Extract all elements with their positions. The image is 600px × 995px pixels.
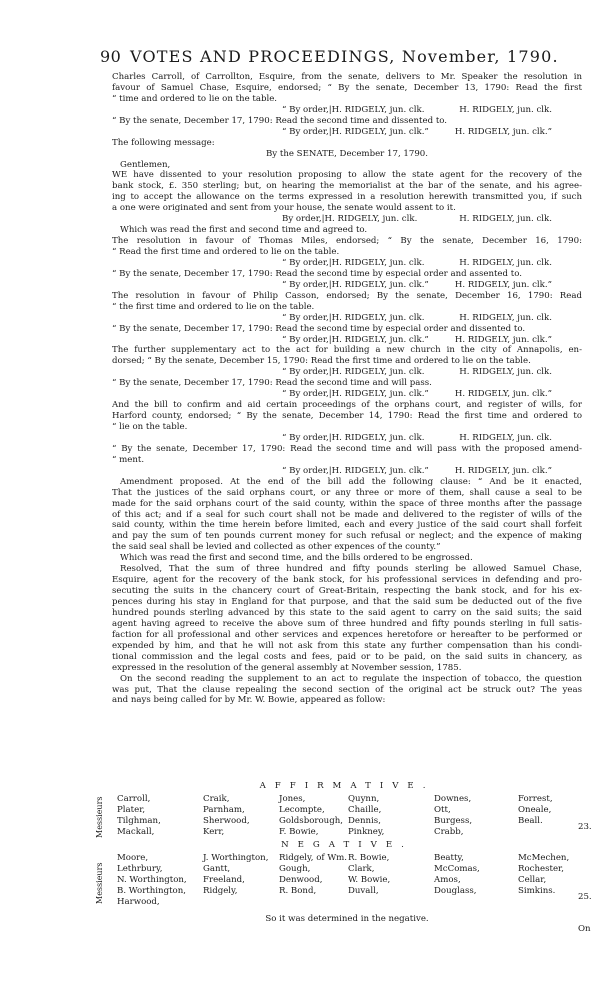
text-line: “ the first time and ordered to lie on the table. bbox=[112, 301, 315, 312]
member-name: R. Bowie, bbox=[348, 853, 390, 863]
member-name: Gough, bbox=[279, 864, 311, 874]
member-name: Denwood, bbox=[279, 875, 323, 885]
text-line bbox=[112, 105, 582, 116]
clerk-signature: H. RIDGELY, jun. clk.” bbox=[454, 279, 552, 290]
clerk-signature: H. RIDGELY, jun. clk.” bbox=[454, 389, 552, 400]
text-line: That the justices of the said orphans court, or any three or more of them, shall cause a seal to be bbox=[112, 487, 582, 498]
order-attestation: “ By order,|H. RIDGELY, jun. clk. bbox=[282, 432, 425, 443]
clerk-signature: H. RIDGELY, jun. clk. bbox=[459, 104, 552, 115]
clerk-signature: H. RIDGELY, jun. clk.” bbox=[454, 334, 552, 345]
member-name: J. Worthington, bbox=[203, 853, 269, 863]
negative-count: 25. bbox=[578, 892, 592, 902]
text-line: “ Read the first time and ordered to lie on the table. bbox=[112, 247, 340, 257]
text-line bbox=[112, 367, 582, 378]
text-line: and pay the sum of ten pounds current money for such refusal or neglect; and the expence of making bbox=[112, 531, 582, 542]
text-line: “ time and ordered to lie on the table. bbox=[112, 93, 278, 104]
member-name: Crabb, bbox=[434, 827, 464, 837]
member-name: Douglass, bbox=[434, 886, 477, 896]
text-line bbox=[112, 280, 582, 291]
proceedings-text bbox=[112, 72, 582, 706]
text-line bbox=[112, 335, 582, 346]
order-attestation: “ By order,|H. RIDGELY, jun. clk. bbox=[282, 104, 425, 115]
text-line: expended by him, and that he will not ask from this state any further compensation than his condi- bbox=[112, 640, 582, 651]
member-name: Beatty, bbox=[434, 853, 464, 863]
text-line: Charles Carroll, of Carrollton, Esquire, from the senate, delivers to Mr. Speaker the resolution in bbox=[112, 72, 582, 82]
text-line: The further supplementary act to the act for building a new church in the city of Annapolis, en- bbox=[112, 345, 582, 356]
text-line: of this act; and if a seal for such court shall not be made and delivered to the register of wills of the bbox=[112, 509, 582, 520]
conclusion-line: So it was determined in the negative. bbox=[265, 914, 429, 924]
clerk-signature: H. RIDGELY, jun. clk.” bbox=[454, 465, 552, 476]
clerk-signature: H. RIDGELY, jun. clk. bbox=[459, 432, 552, 443]
member-name: Parnham, bbox=[203, 805, 245, 815]
text-line: WE have dissented to your resolution proposing to allow the state agent for the recovery of the bbox=[112, 170, 582, 181]
text-line bbox=[112, 433, 582, 444]
member-name: Burgess, bbox=[434, 816, 473, 826]
clerk-signature: H. RIDGELY, jun. clk.” bbox=[454, 126, 552, 137]
member-name: R. Bond, bbox=[279, 886, 317, 896]
order-attestation: “ By order,|H. RIDGELY, jun. clk.” bbox=[282, 126, 429, 137]
catchword: On bbox=[578, 924, 591, 934]
member-name: F. Bowie, bbox=[279, 827, 319, 837]
order-attestation: “ By order,|H. RIDGELY, jun. clk.” bbox=[282, 334, 429, 345]
affirmative-side-label: Messieurs bbox=[95, 796, 104, 838]
member-name: Dennis, bbox=[348, 816, 381, 826]
vote-row bbox=[112, 864, 582, 875]
member-name: Tilghman, bbox=[117, 816, 161, 826]
member-name: Quynn, bbox=[348, 794, 380, 804]
member-name: Sherwood, bbox=[203, 816, 250, 826]
page-header bbox=[100, 47, 560, 69]
negative-names bbox=[112, 853, 582, 908]
member-name: Freeland, bbox=[203, 875, 245, 885]
member-name: Rochester, bbox=[518, 864, 564, 874]
text-line: Resolved, That the sum of three hundred and fifty pounds sterling be allowed Samuel Chase, bbox=[120, 564, 582, 575]
member-name: Amos, bbox=[434, 875, 461, 885]
text-line: tional commission and the legal costs and fees, paid or to be paid, on the said suits in chancery, as bbox=[112, 651, 582, 662]
vote-row bbox=[112, 886, 582, 897]
text-line: hundred pounds sterling advanced by this state to the said agent to carry on the said suits; the said bbox=[112, 607, 582, 618]
negative-side-label: Messieurs bbox=[95, 862, 104, 904]
vote-row bbox=[112, 853, 582, 864]
member-name: Harwood, bbox=[117, 897, 160, 907]
order-attestation: “ By order,|H. RIDGELY, jun. clk.” bbox=[282, 279, 429, 290]
member-name: Chaille, bbox=[348, 805, 382, 815]
text-line: Which was read the first and second time, and the bills ordered to be engrossed. bbox=[120, 553, 473, 564]
member-name: Simkins. bbox=[518, 886, 556, 896]
member-name: Oneale, bbox=[518, 805, 552, 815]
vote-row bbox=[112, 827, 582, 838]
text-line: and nays being called for by Mr. W. Bowie, appeared as follow: bbox=[112, 695, 386, 706]
text-line: “ By the senate, December 17, 1790: Read the second time by especial order and dissented to. bbox=[112, 323, 526, 334]
text-line: And the bill to confirm and aid certain proceedings of the orphans court, and register of wills, for bbox=[112, 400, 582, 411]
text-line: expressed in the resolution of the general assembly at November session, 1785. bbox=[112, 662, 462, 673]
text-line: said county, within the time herein before limited, each and every justice of the said court shall forfeit bbox=[112, 520, 582, 531]
text-line: ing to accept the allowance on the terms expressed in a resolution herewith transmitted you, if such bbox=[112, 192, 582, 203]
text-line: agent having agreed to receive the above sum of three hundred and fifty pounds sterling in full satis- bbox=[112, 618, 582, 629]
text-line: dorsed; “ By the senate, December 15, 1790: Read the first time and ordered to lie on the table. bbox=[112, 356, 531, 367]
text-line bbox=[112, 258, 582, 269]
member-name: Forrest, bbox=[518, 794, 553, 804]
text-line: made for the said orphans court of the said county, within the space of three months after the passage bbox=[112, 498, 582, 509]
text-line: “ ment. bbox=[112, 454, 145, 465]
member-name: Lecompte, bbox=[279, 805, 325, 815]
text-line: a one were originated and sent from your house, the senate would assent to it. bbox=[112, 203, 456, 214]
member-name: Lethrbury, bbox=[117, 864, 163, 874]
text-line bbox=[112, 214, 582, 225]
affirmative-count: 23. bbox=[578, 822, 592, 832]
member-name: Jones, bbox=[279, 794, 306, 804]
member-name: W. Bowie, bbox=[348, 875, 391, 885]
member-name: McMechen, bbox=[518, 853, 570, 863]
clerk-signature: H. RIDGELY, jun. clk. bbox=[459, 257, 552, 268]
text-line bbox=[112, 389, 582, 400]
member-name: Ridgely, bbox=[203, 886, 238, 896]
text-line: Esquire, agent for the recovery of the bank stock, for his professional services in defending and pro- bbox=[112, 575, 582, 586]
text-line: was put, That the clause repealing the second section of the original act be struck out? The yeas bbox=[112, 684, 582, 695]
clerk-signature: H. RIDGELY, jun. clk. bbox=[459, 214, 552, 225]
text-line: pences during his stay in England for that purpose, and that the said sum be deducted out of the five bbox=[112, 597, 582, 607]
order-attestation: “ By order,|H. RIDGELY, jun. clk. bbox=[282, 367, 425, 378]
member-name: Clark, bbox=[348, 864, 375, 874]
member-name: Gantt, bbox=[203, 864, 231, 874]
affirmative-heading: AFFIRMATIVE. bbox=[259, 781, 435, 791]
text-line bbox=[112, 466, 582, 477]
text-line: On the second reading the supplement to an act to regulate the inspection of tobacco, the question bbox=[120, 673, 582, 684]
member-name: Moore, bbox=[117, 853, 149, 863]
text-line: “ By the senate, December 17, 1790: Read the second time and will pass. bbox=[112, 378, 432, 389]
text-line: The following message: bbox=[112, 137, 215, 148]
member-name: B. Worthington, bbox=[117, 886, 186, 896]
text-line: “ By the senate, December 17, 1790: Read the second time and dissented to. bbox=[112, 115, 448, 126]
vote-row bbox=[112, 794, 582, 805]
text-line: The resolution in favour of Philip Casson, endorsed; By the senate, December 16, 1790: Read bbox=[112, 290, 582, 301]
member-name: Kerr, bbox=[203, 827, 225, 837]
text-line: bank stock, £. 350 sterling; but, on hearing the memorialist at the bar of the senate, and his agree- bbox=[112, 181, 582, 192]
text-line bbox=[112, 127, 582, 138]
vote-row bbox=[112, 805, 582, 816]
text-line: favour of Samuel Chase, Esquire, endorsed; “ By the senate, December 13, 1790: Read the first bbox=[112, 82, 582, 93]
order-attestation: “ By order,|H. RIDGELY, jun. clk.” bbox=[282, 389, 429, 400]
text-line: faction for all professional and other services and expences heretofore or hereafter to be performed or bbox=[112, 629, 582, 640]
text-line: “ By the senate, December 17, 1790: Read the second time by especial order and assented to. bbox=[112, 268, 522, 279]
text-line: secuting the suits in the chancery court of Great-Britain, respecting the bank stock, and for his ex- bbox=[112, 586, 582, 597]
order-attestation: By order,|H. RIDGELY, jun. clk. bbox=[282, 214, 418, 225]
order-attestation: “ By order,|H. RIDGELY, jun. clk. bbox=[282, 312, 425, 323]
vote-tally bbox=[112, 781, 582, 925]
text-line: “ By the senate, December 17, 1790: Read the second time and will pass with the proposed amend- bbox=[112, 443, 582, 454]
member-name: McComas, bbox=[434, 864, 480, 874]
text-line: Gentlemen, bbox=[120, 159, 171, 170]
member-name: Goldsborough, bbox=[279, 816, 343, 826]
running-title: VOTES AND PROCEEDINGS, November, 1790. bbox=[130, 47, 559, 66]
vote-row bbox=[112, 897, 582, 908]
clerk-signature: H. RIDGELY, jun. clk. bbox=[459, 367, 552, 378]
text-line: Amendment proposed. At the end of the bill add the following clause: “ And be it enacted, bbox=[120, 476, 582, 487]
text-line: By the SENATE, December 17, 1790. bbox=[265, 148, 429, 159]
member-name: Downes, bbox=[434, 794, 472, 804]
text-line bbox=[112, 313, 582, 324]
member-name: Pinkney, bbox=[348, 827, 385, 837]
member-name: Beall. bbox=[518, 816, 543, 826]
text-line: Which was read the first and second time and agreed to. bbox=[120, 225, 368, 236]
member-name: Ridgely, of Wm. bbox=[279, 853, 348, 863]
clerk-signature: H. RIDGELY, jun. clk. bbox=[459, 312, 552, 323]
text-line: “ lie on the table. bbox=[112, 422, 188, 432]
page-number: 90 bbox=[100, 47, 122, 66]
member-name: Ott, bbox=[434, 805, 451, 815]
order-attestation: “ By order,|H. RIDGELY, jun. clk.” bbox=[282, 465, 429, 476]
member-name: Carroll, bbox=[117, 794, 151, 804]
negative-heading: NEGATIVE. bbox=[281, 840, 413, 850]
member-name: Cellar, bbox=[518, 875, 547, 885]
member-name: Mackall, bbox=[117, 827, 155, 837]
member-name: Craik, bbox=[203, 794, 230, 804]
vote-row bbox=[112, 816, 582, 827]
member-name: N. Worthington, bbox=[117, 875, 187, 885]
vote-row bbox=[112, 875, 582, 886]
text-line: The resolution in favour of Thomas Miles, endorsed; “ By the senate, December 16, 1790: bbox=[112, 236, 582, 247]
member-name: Plater, bbox=[117, 805, 146, 815]
order-attestation: “ By order,|H. RIDGELY, jun. clk. bbox=[282, 257, 425, 268]
text-line: the said seal shall be levied and collected as other expences of the county.” bbox=[112, 542, 441, 553]
member-name: Duvall, bbox=[348, 886, 379, 896]
affirmative-names bbox=[112, 794, 582, 838]
text-line: Harford county, endorsed; “ By the senate, December 14, 1790: Read the first time and ordered to bbox=[112, 411, 582, 422]
